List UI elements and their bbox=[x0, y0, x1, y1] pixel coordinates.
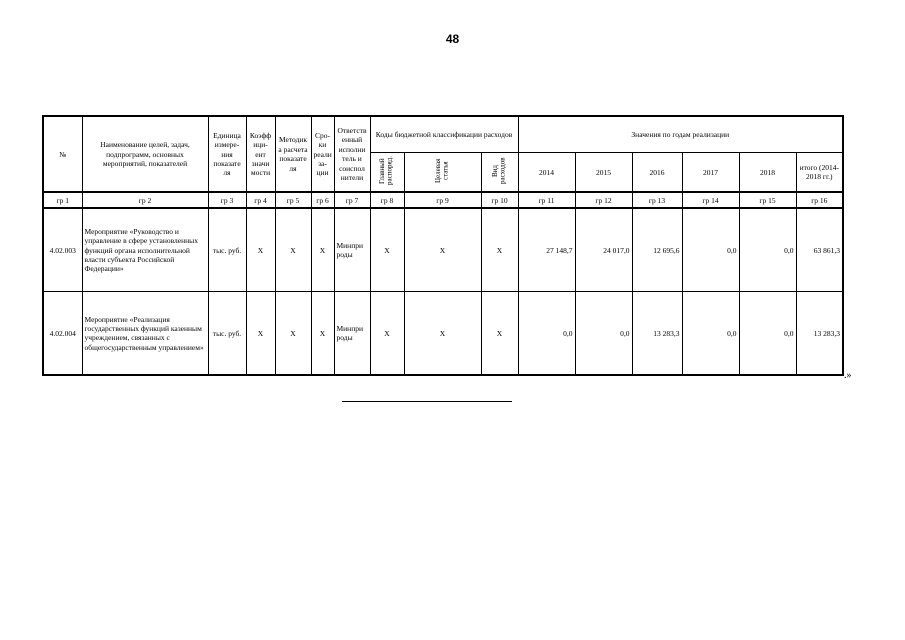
header-year-2015: 2015 bbox=[575, 153, 632, 193]
header-coef: Коэфф ици-ент значи мости bbox=[246, 116, 275, 192]
column-number: гр 13 bbox=[632, 192, 682, 208]
row-value-2016: 12 695,6 bbox=[632, 208, 682, 292]
row-value-2015: 0,0 bbox=[575, 292, 632, 376]
closing-quote: .» bbox=[844, 370, 852, 381]
row-value-2016: 13 283,3 bbox=[632, 292, 682, 376]
header-year-2017: 2017 bbox=[682, 153, 739, 193]
header-num: № bbox=[43, 116, 82, 192]
header-terms: Сро-ки реали за-ции bbox=[311, 116, 334, 192]
row-value-2015: 24 017,0 bbox=[575, 208, 632, 292]
page-number: 48 bbox=[445, 32, 460, 46]
row-name: Мероприятие «Реализация государственных функций казенным учреждением, связанных с общегосударственным управлением» bbox=[82, 292, 208, 376]
header-year-2014: 2014 bbox=[518, 153, 575, 193]
column-number: гр 7 bbox=[334, 192, 370, 208]
header-row-top bbox=[43, 116, 843, 153]
row-code-main: Х bbox=[370, 292, 404, 376]
column-number: гр 2 bbox=[82, 192, 208, 208]
row-code-main: Х bbox=[370, 208, 404, 292]
column-number: гр 9 bbox=[404, 192, 481, 208]
row-code-kind: Х bbox=[481, 292, 518, 376]
row-num: 4.02.004 bbox=[43, 292, 82, 376]
column-number: гр 10 bbox=[481, 192, 518, 208]
header-values-by-year: Значения по годам реализации bbox=[518, 116, 843, 153]
row-value-total: 13 283,3 bbox=[796, 292, 843, 376]
header-year-2018: 2018 bbox=[739, 153, 796, 193]
row-code-target: Х bbox=[404, 208, 481, 292]
header-code-kind: Вид расходов bbox=[481, 153, 518, 193]
header-name: Наименование целей, задач, подпрограмм, основных мероприятий, показателей bbox=[82, 116, 208, 192]
row-code-kind: Х bbox=[481, 208, 518, 292]
column-number: гр 8 bbox=[370, 192, 404, 208]
column-number: гр 15 bbox=[739, 192, 796, 208]
row-method: Х bbox=[275, 292, 311, 376]
column-number: гр 4 bbox=[246, 192, 275, 208]
header-budget-codes: Коды бюджетной классификации расходов bbox=[370, 116, 518, 153]
header-unit: Единица измере-ния показате ля bbox=[208, 116, 246, 192]
row-name: Мероприятие «Руководство и управление в сфере установленных функций органа исполнительной власти субъекта Российской Федерации» bbox=[82, 208, 208, 292]
header-method: Методик а расчета показате ля bbox=[275, 116, 311, 192]
column-number: гр 5 bbox=[275, 192, 311, 208]
row-responsible: Минпри роды bbox=[334, 208, 370, 292]
row-unit: тыс. руб. bbox=[208, 208, 246, 292]
row-terms: Х bbox=[311, 292, 334, 376]
row-value-2017: 0,0 bbox=[682, 208, 739, 292]
header-year-2016: 2016 bbox=[632, 153, 682, 193]
header-year-total: итого (2014-2018 гг.) bbox=[796, 153, 843, 193]
row-unit: тыс. руб. bbox=[208, 292, 246, 376]
column-number: гр 1 bbox=[43, 192, 82, 208]
column-number: гр 6 bbox=[311, 192, 334, 208]
row-coef: Х bbox=[246, 208, 275, 292]
row-coef: Х bbox=[246, 292, 275, 376]
separator-line bbox=[342, 401, 512, 402]
column-number: гр 11 bbox=[518, 192, 575, 208]
row-terms: Х bbox=[311, 208, 334, 292]
column-number: гр 14 bbox=[682, 192, 739, 208]
column-number: гр 12 bbox=[575, 192, 632, 208]
row-value-total: 63 861,3 bbox=[796, 208, 843, 292]
row-code-target: Х bbox=[404, 292, 481, 376]
column-number: гр 16 bbox=[796, 192, 843, 208]
row-method: Х bbox=[275, 208, 311, 292]
header-code-main: Главный распоряд. bbox=[370, 153, 404, 193]
budget-table bbox=[42, 115, 844, 376]
row-value-2014: 0,0 bbox=[518, 292, 575, 376]
row-num: 4.02.003 bbox=[43, 208, 82, 292]
row-value-2014: 27 148,7 bbox=[518, 208, 575, 292]
table-row bbox=[43, 292, 843, 376]
row-value-2018: 0,0 bbox=[739, 208, 796, 292]
table-row bbox=[43, 208, 843, 292]
column-number: гр 3 bbox=[208, 192, 246, 208]
header-responsible: Ответств енный исполни тель и соиспол нители bbox=[334, 116, 370, 192]
row-value-2017: 0,0 bbox=[682, 292, 739, 376]
header-code-target: Целевая статья bbox=[404, 153, 481, 193]
column-numbers-row bbox=[43, 192, 843, 208]
row-value-2018: 0,0 bbox=[739, 292, 796, 376]
row-responsible: Минпри роды bbox=[334, 292, 370, 376]
